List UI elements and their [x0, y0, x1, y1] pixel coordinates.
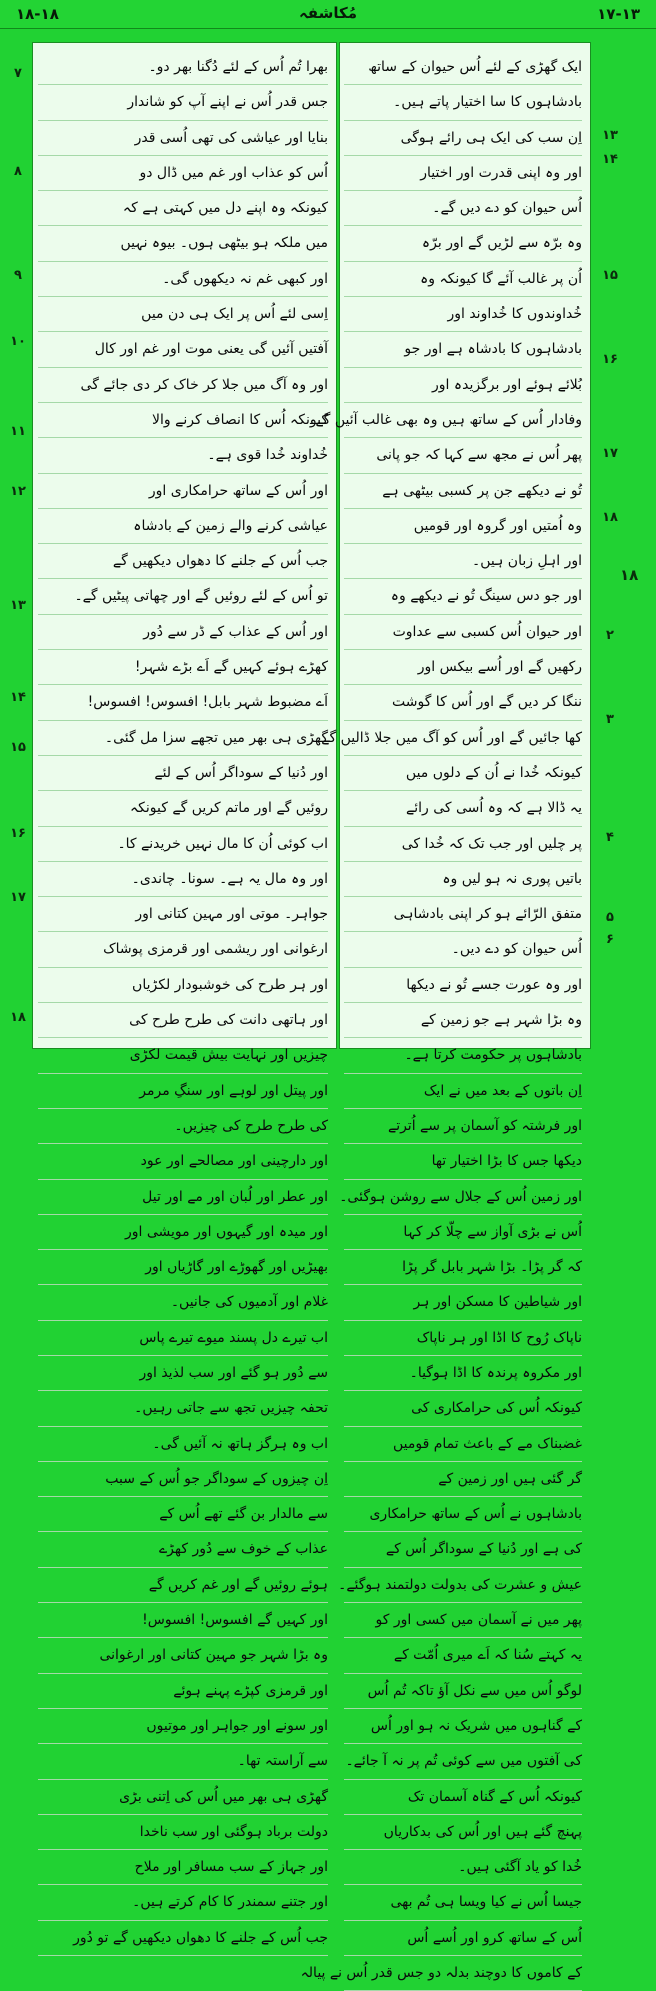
text-line: وفادار اُس کے ساتھ ہیں وہ بھی غالب آئیں گے۔	[344, 403, 582, 438]
text-line: اور اُس کے ساتھ حرامکاری اور	[38, 474, 328, 509]
text-line: خُداوندوں کا خُداوند اور	[344, 297, 582, 332]
text-line: سے آراستہ تھا۔	[38, 1744, 328, 1779]
text-line: پہنچ گئے ہیں اور اُس کی بدکاریاں	[344, 1815, 582, 1850]
verse-number: ۲	[606, 628, 614, 643]
verse-number: ۱۱	[10, 424, 26, 439]
text-line: لوگو اُس میں سے نکل آؤ تاکہ تُم اُس	[344, 1674, 582, 1709]
verse-number: ۱۴	[10, 690, 26, 705]
text-line: کے کاموں کا دوچند بدلہ دو جس قدر اُس نے پیالہ	[344, 1956, 582, 1991]
text-line: ایک گھڑی کے لئے اُس حیوان کے ساتھ	[344, 50, 582, 85]
text-line: چیزیں اور نہایت بیش قیمت لکڑی	[38, 1038, 328, 1073]
verse-number: ۶	[606, 932, 614, 947]
text-line: اَے مضبوط شہر بابل! افسوس! افسوس!	[38, 685, 328, 720]
text-line: اِن سب کی ایک ہی رائے ہوگی	[344, 121, 582, 156]
text-line: پر چلیں اور جب تک کہ خُدا کی	[344, 827, 582, 862]
text-line: اور اہلِ زبان ہیں۔	[344, 544, 582, 579]
text-line: آفتیں آئیں گی یعنی موت اور غم اور کال	[38, 332, 328, 367]
text-line: اور ہر طرح کی خوشبودار لکڑیاں	[38, 968, 328, 1003]
text-line: اور فرشتہ کو آسمان پر سے اُترتے	[344, 1109, 582, 1144]
header-page-range-left: ۱۸-۱۸	[16, 5, 59, 23]
verse-number: ۱۵	[10, 740, 26, 755]
text-line: ناپاک رُوح کا اڈا اور ہر ناپاک	[344, 1321, 582, 1356]
text-line: جب اُس کے جلنے کا دھواں دیکھیں گے	[38, 544, 328, 579]
verse-number: ۷	[14, 66, 22, 81]
text-line: اور دارچینی اور مصالحے اور عود	[38, 1144, 328, 1179]
verse-number: ۱۲	[10, 484, 26, 499]
text-line: متفق الرّائے ہو کر اپنی بادشاہی	[344, 897, 582, 932]
text-line: جیسا اُس نے کیا ویسا ہی تُم بھی	[344, 1885, 582, 1920]
text-line: اور اُس کے عذاب کے ڈر سے دُور	[38, 615, 328, 650]
text-line: ننگا کر دیں گے اور اُس کا گوشت	[344, 685, 582, 720]
verse-number: ۱۳	[602, 128, 618, 143]
text-line: دولت برباد ہوگئی اور سب ناخدا	[38, 1815, 328, 1850]
text-line: اور ہاتھی دانت کی طرح طرح کی	[38, 1003, 328, 1038]
verse-number: ۱۷	[10, 890, 26, 905]
text-line: اب کوئی اُن کا مال نہیں خریدنے کا۔	[38, 827, 328, 862]
text-line: اور وہ عورت جسے تُو نے دیکھا	[344, 968, 582, 1003]
text-line: سے مالدار بن گئے تھے اُس کے	[38, 1497, 328, 1532]
text-line: اُس حیوان کو دے دیں۔	[344, 932, 582, 967]
text-line: اُن پر غالب آئے گا کیونکہ وہ	[344, 262, 582, 297]
text-line: کیونکہ اُس کا انصاف کرنے والا	[38, 403, 328, 438]
text-line: اِن چیزوں کے سوداگر جو اُس کے سبب	[38, 1462, 328, 1497]
text-line: اُس حیوان کو دے دیں گے۔	[344, 191, 582, 226]
verse-number: ۴	[606, 830, 614, 845]
text-line: پھر میں نے آسمان میں کسی اور کو	[344, 1603, 582, 1638]
text-line: تُو نے دیکھے جن پر کسبی بیٹھی ہے	[344, 474, 582, 509]
text-line: کیونکہ اُس کی حرامکاری کی	[344, 1391, 582, 1426]
text-line: بادشاہوں کا سا اختیار پاتے ہیں۔	[344, 85, 582, 120]
text-line: اور قرمزی کپڑے پہنے ہوئے	[38, 1674, 328, 1709]
text-line: اور دُنیا کے سوداگر اُس کے لئے	[38, 756, 328, 791]
text-line: کیونکہ خُدا نے اُن کے دلوں میں	[344, 756, 582, 791]
right-text-column	[300, 50, 582, 1991]
text-line: وہ بڑا شہر جو مہین کتانی اور ارغوانی	[38, 1638, 328, 1673]
text-line: بُلائے ہوئے اور برگزیدہ اور	[344, 368, 582, 403]
verse-number: ۱۷	[602, 446, 618, 461]
text-line: یہ ڈالا ہے کہ وہ اُسی کی رائے	[344, 791, 582, 826]
verse-number: ۱۶	[10, 826, 26, 841]
text-line: روئیں گے اور ماتم کریں گے کیونکہ	[38, 791, 328, 826]
text-line: جواہر۔ موتی اور مہین کتانی اور	[38, 897, 328, 932]
text-line: بادشاہوں نے اُس کے ساتھ حرامکاری	[344, 1497, 582, 1532]
text-line: اور حیوان اُس کسبی سے عداوت	[344, 615, 582, 650]
text-line: اُس کے ساتھ کرو اور اُسے اُس	[344, 1921, 582, 1956]
text-line: ہوئے روئیں گے اور غم کریں گے	[38, 1568, 328, 1603]
text-line: خُداوند خُدا قوی ہے۔	[38, 438, 328, 473]
text-line: اور کبھی غم نہ دیکھوں گی۔	[38, 262, 328, 297]
verse-number: ۳	[606, 712, 614, 727]
text-line: اب وہ ہرگز ہاتھ نہ آئیں گی۔	[38, 1427, 328, 1462]
text-line: تو اُس کے لئے روئیں گے اور چھاتی پیٹیں گے۔	[38, 579, 328, 614]
text-line: اب تیرے دل پسند میوے تیرے پاس	[38, 1321, 328, 1356]
text-line: اور جتنے سمندر کا کام کرتے ہیں۔	[38, 1885, 328, 1920]
text-line: اور جو دس سینگ تُو نے دیکھے وہ	[344, 579, 582, 614]
text-line: گھڑی ہی بھر میں تجھے سزا مل گئی۔	[38, 721, 328, 756]
text-line: اور میدہ اور گیہوں اور مویشی اور	[38, 1215, 328, 1250]
text-line: جس قدر اُس نے اپنے آپ کو شاندار	[38, 85, 328, 120]
verse-number: ۱۸	[602, 510, 618, 525]
verse-number: ۸	[14, 164, 22, 179]
text-line: اُس نے بڑی آواز سے چلّا کر کہا	[344, 1215, 582, 1250]
text-line: خُدا کو یاد آگئی ہیں۔	[344, 1850, 582, 1885]
text-line: اور پیتل اور لوہے اور سنگِ مرمر	[38, 1074, 328, 1109]
text-line: پھر اُس نے مجھ سے کہا کہ جو پانی	[344, 438, 582, 473]
text-line: وہ اُمتیں اور گروہ اور قومیں	[344, 509, 582, 544]
text-line: اور جہاز کے سب مسافر اور ملاح	[38, 1850, 328, 1885]
text-line: بادشاہوں کا بادشاہ ہے اور جو	[344, 332, 582, 367]
text-line: کہ گر پڑا۔ بڑا شہر بابل گر پڑا	[344, 1250, 582, 1285]
text-line: عذاب کے خوف سے دُور کھڑے	[38, 1532, 328, 1567]
text-line: کی ہے اور دُنیا کے سوداگر اُس کے	[344, 1532, 582, 1567]
text-line: اور سونے اور جواہر اور موتیوں	[38, 1709, 328, 1744]
text-line: غضبناک مے کے باعث تمام قومیں	[344, 1427, 582, 1462]
text-line: گھڑی ہی بھر میں اُس کی اِتنی بڑی	[38, 1780, 328, 1815]
verse-number: ۱۸	[10, 1010, 26, 1025]
header-book-title: مُکاشفہ	[299, 4, 357, 22]
text-line: کے گناہوں میں شریک نہ ہو اور اُس	[344, 1709, 582, 1744]
text-line: غلام اور آدمیوں کی جانیں۔	[38, 1285, 328, 1320]
text-line: ارغوانی اور ریشمی اور قرمزی پوشاک	[38, 932, 328, 967]
text-line: اور کہیں گے افسوس! افسوس!	[38, 1603, 328, 1638]
text-line: سے دُور ہو گئے اور سب لذیذ اور	[38, 1356, 328, 1391]
text-line: دیکھا جس کا بڑا اختیار تھا	[344, 1144, 582, 1179]
text-line: اُس کو عذاب اور غم میں ڈال دو	[38, 156, 328, 191]
verse-number: ۱۶	[602, 352, 618, 367]
text-line: کھڑے ہوئے کہیں گے اَے بڑے شہر!	[38, 650, 328, 685]
page-header	[0, 0, 656, 29]
left-text-column	[38, 50, 328, 1956]
verse-number: ۱۴	[602, 152, 618, 167]
header-page-range-right: ۱۷-۱۳	[597, 5, 640, 23]
text-line: وہ برّہ سے لڑیں گے اور برّہ	[344, 226, 582, 261]
verse-number: ۹	[14, 268, 22, 283]
text-line: گر گئی ہیں اور زمین کے	[344, 1462, 582, 1497]
text-line: اور وہ مال یہ ہے۔ سونا۔ چاندی۔	[38, 862, 328, 897]
text-line: میں ملکہ ہو بیٹھی ہوں۔ بیوہ نہیں	[38, 226, 328, 261]
text-line: اور مکروہ پرندہ کا اڈا ہوگیا۔	[344, 1356, 582, 1391]
text-line: رکھیں گے اور اُسے بیکس اور	[344, 650, 582, 685]
text-line: کھا جائیں گے اور اُس کو آگ میں جلا ڈالیں گے۔	[344, 721, 582, 756]
text-line: کیونکہ اُس کے گناہ آسمان تک	[344, 1780, 582, 1815]
verse-number: ۱۰	[10, 334, 26, 349]
text-line: کیونکہ وہ اپنے دل میں کہتی ہے کہ	[38, 191, 328, 226]
text-line: عیاشی کرنے والے زمین کے بادشاہ	[38, 509, 328, 544]
text-line: کی آفتوں میں سے کوئی تُم پر نہ آ جائے۔	[344, 1744, 582, 1779]
text-line: جب اُس کے جلنے کا دھواں دیکھیں گے تو دُور	[38, 1921, 328, 1956]
text-line: باتیں پوری نہ ہو لیں وہ	[344, 862, 582, 897]
text-line: اِسی لئے اُس پر ایک ہی دن میں	[38, 297, 328, 332]
text-line: اور وہ آگ میں جلا کر خاک کر دی جائے گی	[38, 368, 328, 403]
text-line: بادشاہوں پر حکومت کرتا ہے۔	[344, 1038, 582, 1073]
verse-number: ۱۵	[602, 268, 618, 283]
text-line: اور عطر اور لُبان اور مے اور تیل	[38, 1180, 328, 1215]
text-line: اور شیاطین کا مسکن اور ہر	[344, 1285, 582, 1320]
verse-number: ۱۳	[10, 598, 26, 613]
text-line: بنایا اور عیاشی کی تھی اُسی قدر	[38, 121, 328, 156]
text-line: عیش و عشرت کی بدولت دولتمند ہوگئے۔	[344, 1568, 582, 1603]
verse-number: ۵	[606, 910, 614, 925]
text-line: اور وہ اپنی قدرت اور اختیار	[344, 156, 582, 191]
text-line: اِن باتوں کے بعد میں نے ایک	[344, 1074, 582, 1109]
text-line: کی طرح طرح کی چیزیں۔	[38, 1109, 328, 1144]
text-line: وہ بڑا شہر ہے جو زمین کے	[344, 1003, 582, 1038]
text-line: بھرا تُم اُس کے لئے دُگنا بھر دو۔	[38, 50, 328, 85]
text-line: یہ کہتے سُنا کہ اَے میری اُمّت کے	[344, 1638, 582, 1673]
text-line: اور زمین اُس کے جلال سے روشن ہوگئی۔	[344, 1180, 582, 1215]
text-line: بھیڑیں اور گھوڑے اور گاڑیاں اور	[38, 1250, 328, 1285]
text-line: تحفہ چیزیں تجھ سے جاتی رہیں۔	[38, 1391, 328, 1426]
chapter-marker: ۱۸	[620, 566, 639, 584]
